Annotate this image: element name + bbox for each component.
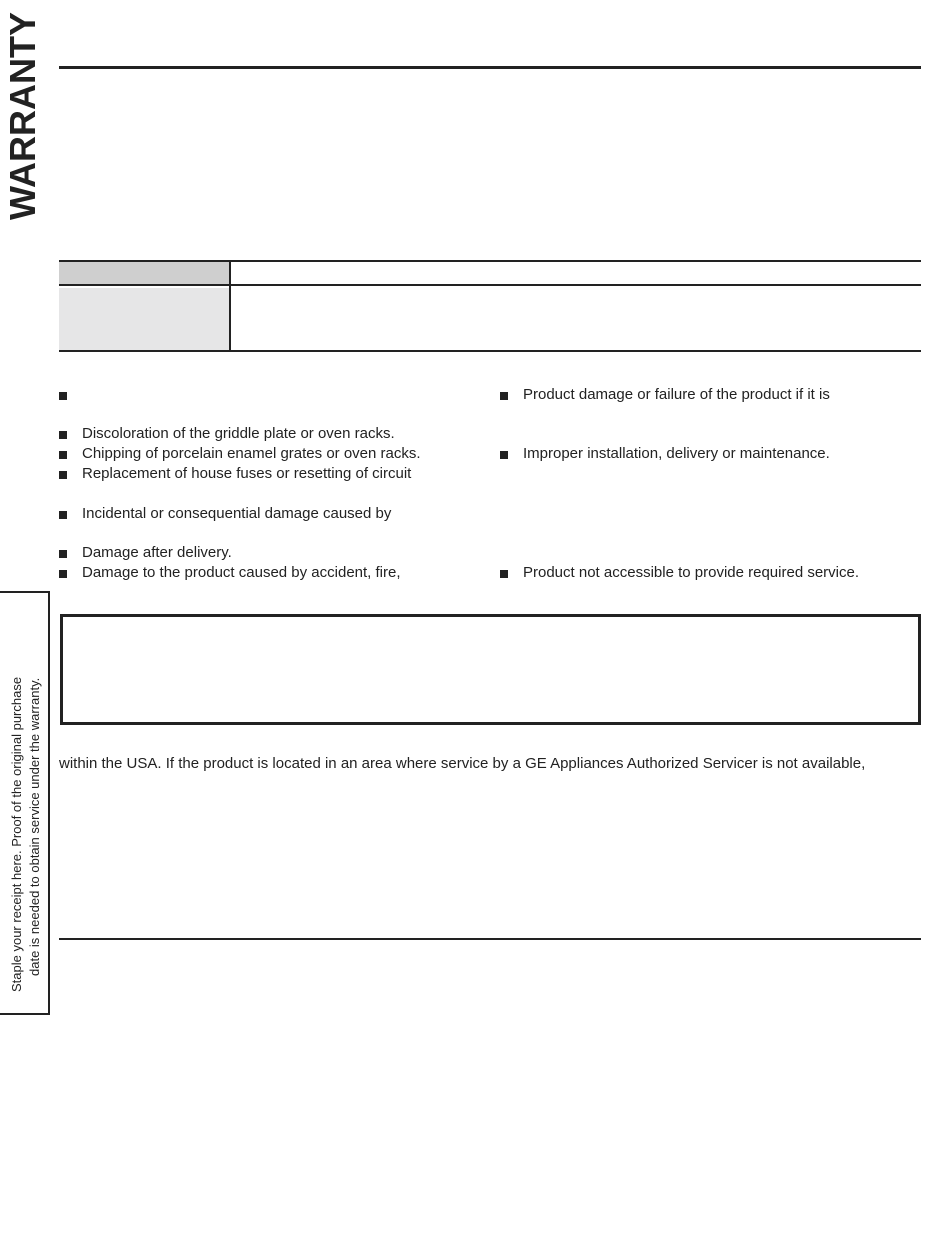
receipt-instructions-line-2: date is needed to obtain service under the warranty. [27, 677, 42, 976]
warranty-side-title: WARRANTY [2, 12, 43, 220]
table-header-row [59, 262, 921, 286]
bullet-square-icon [500, 451, 508, 459]
bullet-square-icon [59, 550, 67, 558]
bullet-square-icon [59, 511, 67, 519]
bullet-square-icon [500, 392, 508, 400]
notice-box [60, 614, 921, 725]
bullet-square-icon [59, 451, 67, 459]
bullet-square-icon [500, 570, 508, 578]
table-header-left-cell [59, 262, 229, 284]
bullet-square-icon [59, 431, 67, 439]
service-area-paragraph: within the USA. If the product is located in an area where service by a GE Appliances Authorized Servicer is not available, [59, 755, 866, 772]
table-column-divider [229, 262, 231, 350]
bullet-square-icon [59, 570, 67, 578]
bullet-square-icon [59, 471, 67, 479]
receipt-instructions-line-1: Staple your receipt here. Proof of the original purchase [9, 676, 24, 992]
top-rule [59, 66, 921, 69]
bullet-square-icon [59, 392, 67, 400]
bottom-rule [59, 938, 921, 940]
receipt-instructions [8, 677, 44, 992]
table-body-left-cell [59, 288, 229, 350]
warranty-period-table [59, 260, 921, 352]
